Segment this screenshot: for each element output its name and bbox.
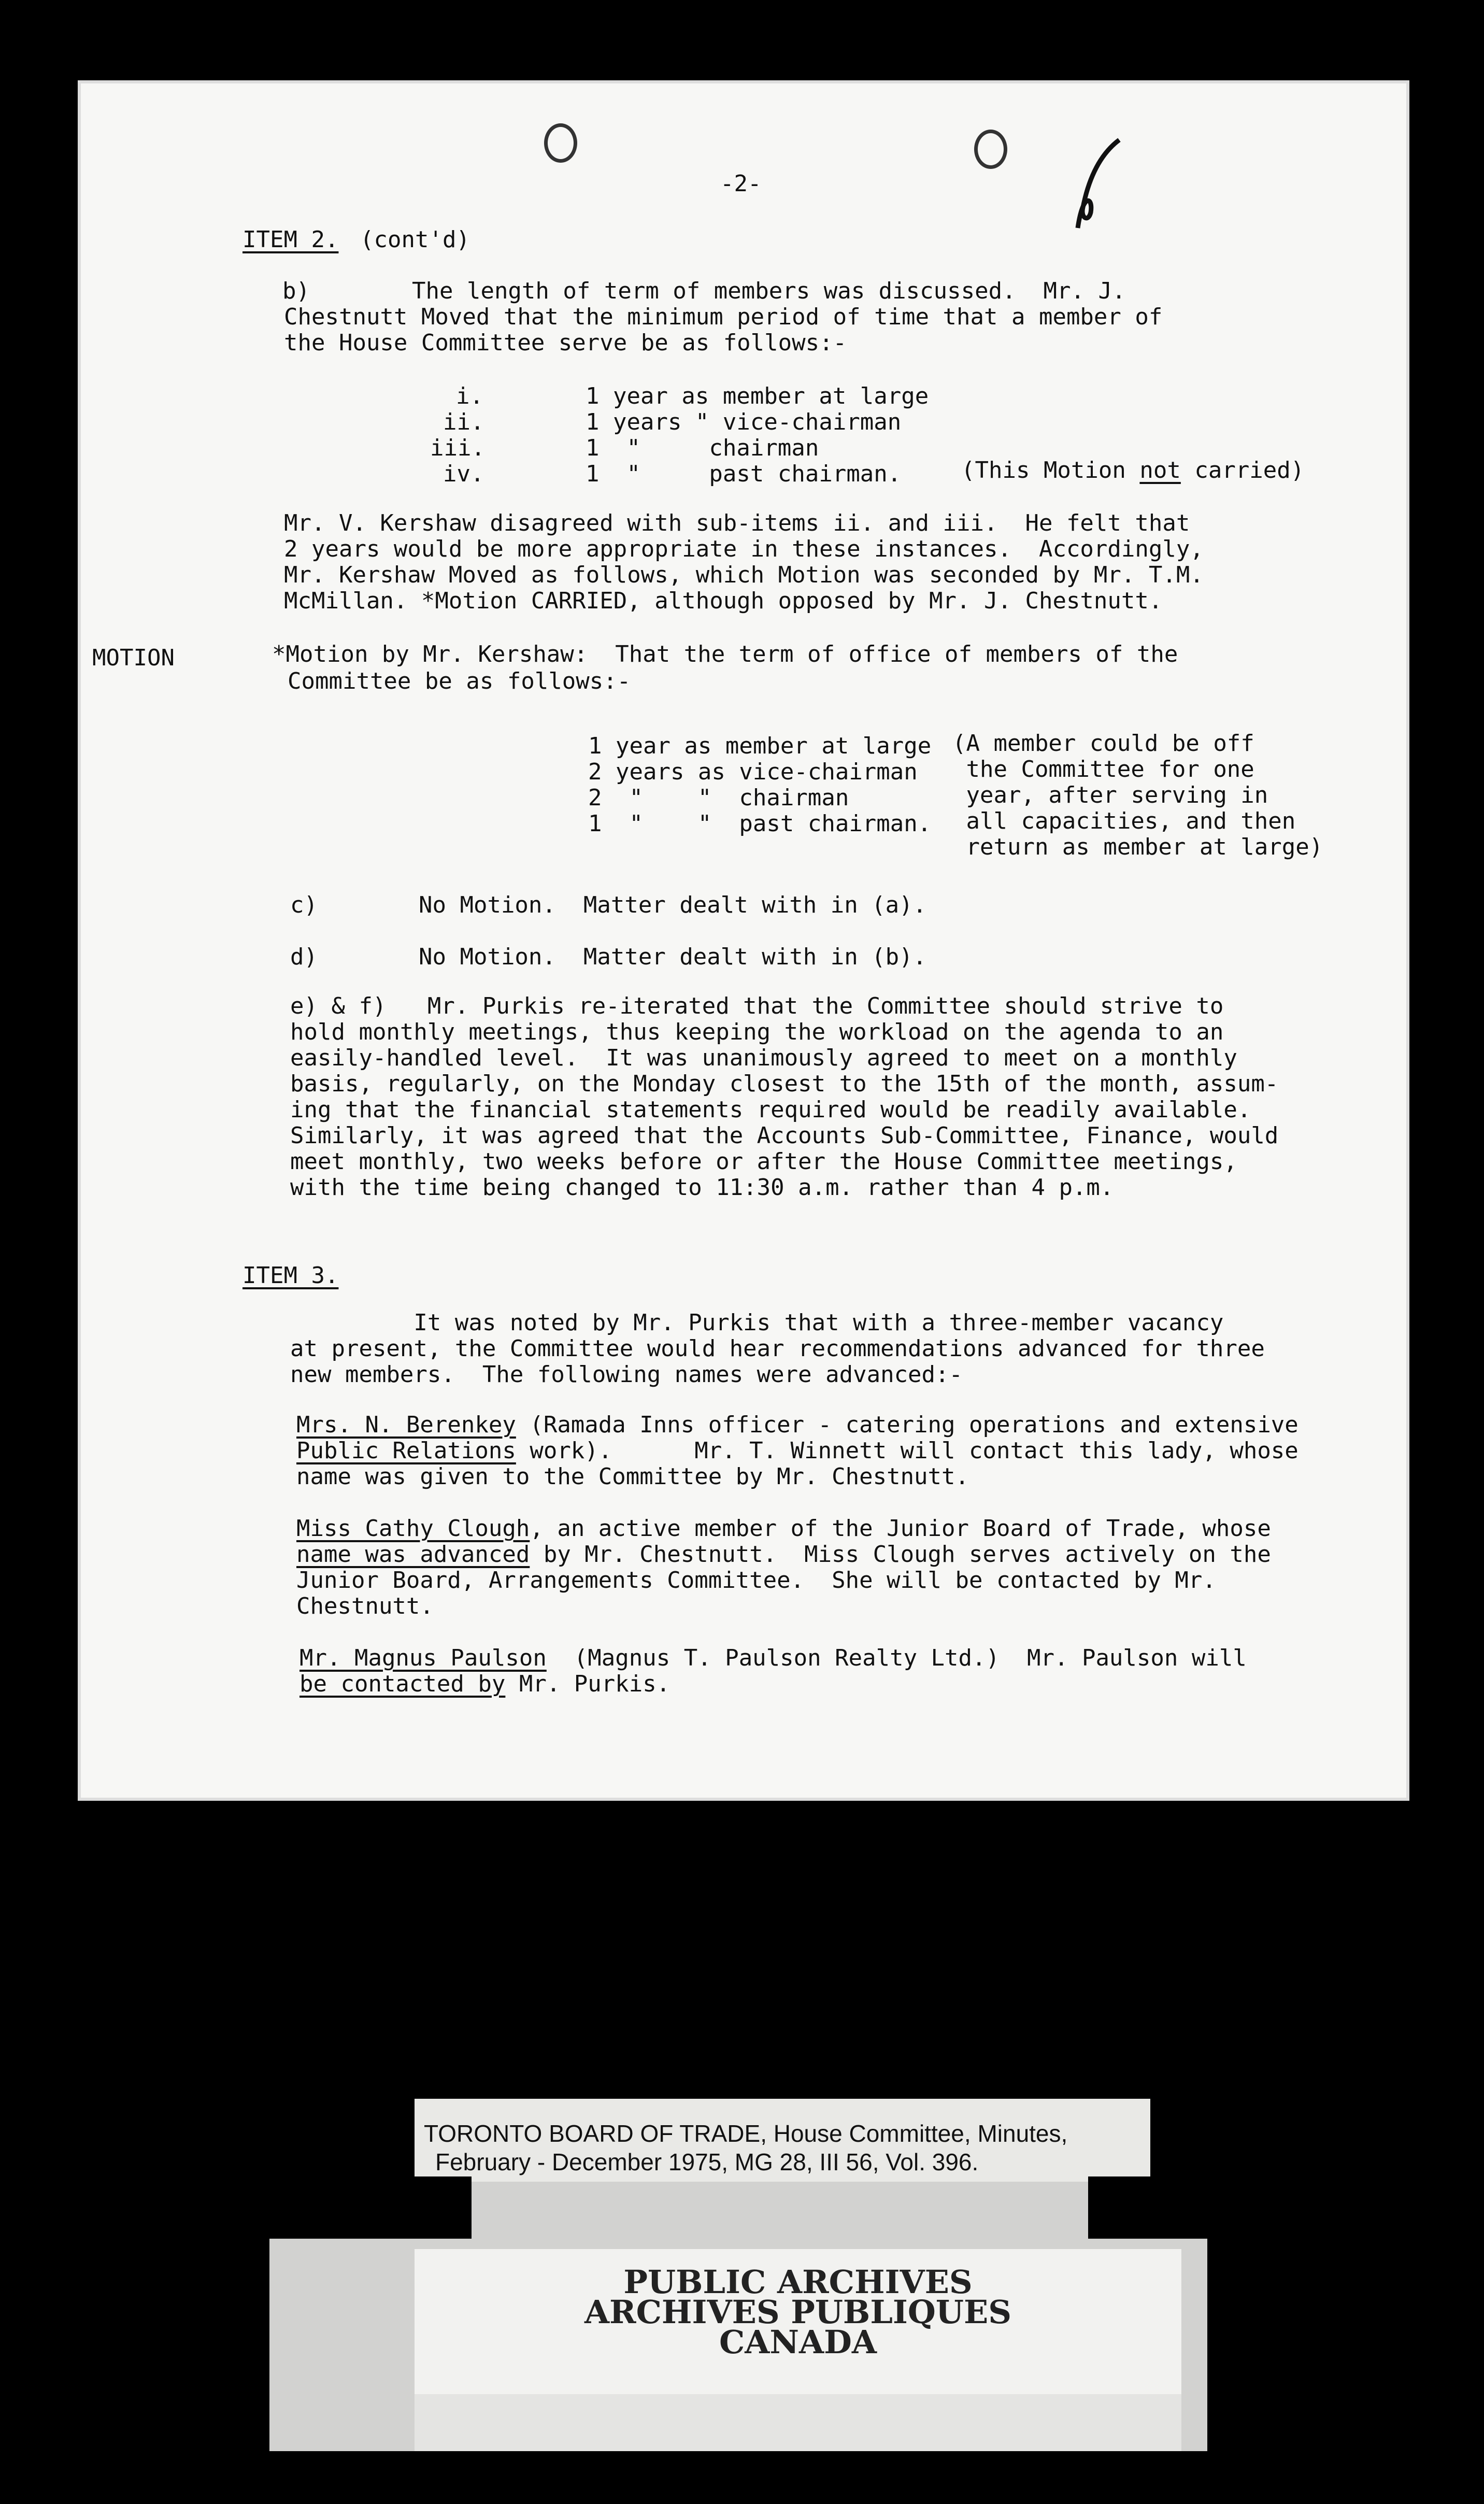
stamp-text-line: PUBLIC ARCHIVES <box>623 2263 973 2301</box>
berenkey-line: Mrs. N. Berenkey (Ramada Inns officer - catering operations and extensive <box>296 1412 1299 1438</box>
item3-intro-line: new members. The following names were advanced:- <box>290 1361 963 1388</box>
stamp-bottom <box>415 2394 1181 2451</box>
handwritten-mark <box>1067 135 1130 238</box>
kershaw-line: Mr. Kershaw Moved as follows, which Motion was seconded by Mr. T.M. <box>284 562 1204 588</box>
berenkey-line: name was given to the Committee by Mr. Chestnutt. <box>296 1463 969 1490</box>
term-text: 1 year as member at large <box>586 383 929 409</box>
item3-intro-line: at present, the Committee would hear recommendations advanced for three <box>290 1335 1265 1362</box>
stamp-notch <box>1088 2176 1207 2239</box>
item2-ef-line: e) & f) Mr. Purkis re-iterated that the Committee should strive to <box>290 993 1224 1019</box>
punch-hole <box>974 130 1007 169</box>
margin-motion-label: MOTION <box>92 645 175 671</box>
motion-side-note: year, after serving in <box>952 782 1268 808</box>
term-number: i. <box>456 383 483 409</box>
item2-b-line: The length of term of members was discussed. Mr. J. <box>412 278 1126 304</box>
item2-ef-line: hold monthly meetings, thus keeping the workload on the agenda to an <box>290 1019 1224 1045</box>
clough-line: Junior Board, Arrangements Committee. She will be contacted by Mr. <box>296 1567 1216 1594</box>
berenkey-line: Public Relations work). Mr. T. Winnett will contact this lady, whose <box>296 1438 1299 1464</box>
motion-term: 2 years as vice-chairman <box>588 759 918 785</box>
item2-ef-line: ing that the financial statements required would be readily available. <box>290 1097 1251 1123</box>
item2-b-line: Chestnutt Moved that the minimum period of time that a member of <box>284 304 1163 330</box>
item2-b-label: b) <box>282 278 310 304</box>
item2-ef-line: easily-handled level. It was unanimously agreed to meet on a monthly <box>290 1045 1237 1071</box>
item2-c-text: No Motion. Matter dealt with in (a). <box>419 892 927 918</box>
kershaw-line: 2 years would be more appropriate in these instances. Accordingly, <box>284 536 1204 562</box>
stamp-text-line: CANADA <box>719 2323 877 2361</box>
motion-side-note: (A member could be off <box>952 730 1254 757</box>
item2-ef-line: Similarly, it was agreed that the Accounts Sub-Committee, Finance, would <box>290 1122 1279 1149</box>
term-text: 1 " chairman <box>586 435 819 461</box>
paulson-line: Mr. Magnus Paulson (Magnus T. Paulson Realty Ltd.) Mr. Paulson will <box>299 1645 1247 1671</box>
term-text: 1 years " vice-chairman <box>586 409 902 435</box>
motion-side-note: the Committee for one <box>952 756 1254 782</box>
punch-hole <box>544 123 577 163</box>
motion-term: 2 " " chairman <box>588 785 849 811</box>
item2-b-line: the House Committee serve be as follows:- <box>284 330 847 356</box>
motion-line: *Motion by Mr. Kershaw: That the term of office of members of the <box>272 641 1178 667</box>
item2-ef-line: with the time being changed to 11:30 a.m. rather than 4 p.m. <box>290 1174 1114 1201</box>
clough-line: Chestnutt. <box>296 1593 434 1619</box>
kershaw-line: McMillan. *Motion CARRIED, although opposed by Mr. J. Chestnutt. <box>284 588 1163 614</box>
term-text: 1 " past chairman. <box>586 461 902 487</box>
item3-heading: ITEM 3. <box>242 1262 339 1289</box>
motion-not-carried-note: (This Motion not carried) <box>961 457 1305 483</box>
clough-line: name was advanced by Mr. Chestnutt. Miss Clough serves actively on the <box>296 1541 1271 1568</box>
motion-term: 1 " " past chairman. <box>588 810 932 837</box>
item2-d-text: No Motion. Matter dealt with in (b). <box>419 944 927 970</box>
archive-citation-label <box>415 2099 1150 2182</box>
archive-citation-line: February - December 1975, MG 28, III 56, Vol. 396. <box>435 2149 979 2175</box>
clough-line: Miss Cathy Clough, an active member of the Junior Board of Trade, whose <box>296 1515 1271 1542</box>
archive-citation-line: TORONTO BOARD OF TRADE, House Committee, Minutes, <box>424 2120 1068 2147</box>
motion-side-note: return as member at large) <box>952 834 1323 860</box>
item2-ef-line: basis, regularly, on the Monday closest to the 15th of the month, assum- <box>290 1071 1279 1097</box>
item2-ef-line: meet monthly, two weeks before or after the House Committee meetings, <box>290 1148 1237 1175</box>
item2-heading: ITEM 2. <box>242 226 339 253</box>
motion-side-note: all capacities, and then <box>952 808 1296 834</box>
kershaw-line: Mr. V. Kershaw disagreed with sub-items ii. and iii. He felt that <box>284 510 1190 536</box>
term-number: iv. <box>443 461 484 487</box>
motion-term: 1 year as member at large <box>588 733 932 759</box>
term-number: iii. <box>430 435 485 461</box>
item2-heading-suffix: (cont'd) <box>360 226 470 253</box>
motion-line: Committee be as follows:- <box>288 668 631 694</box>
item2-d-label: d) <box>290 944 318 970</box>
stamp-notch <box>269 2176 472 2239</box>
item3-intro-line: It was noted by Mr. Purkis that with a three-member vacancy <box>290 1310 1224 1336</box>
term-number: ii. <box>443 409 484 435</box>
paulson-line: be contacted by Mr. Purkis. <box>299 1671 670 1697</box>
item2-c-label: c) <box>290 892 318 918</box>
stamp-text-line: ARCHIVES PUBLIQUES <box>584 2293 1012 2331</box>
page-number: -2- <box>720 170 762 197</box>
